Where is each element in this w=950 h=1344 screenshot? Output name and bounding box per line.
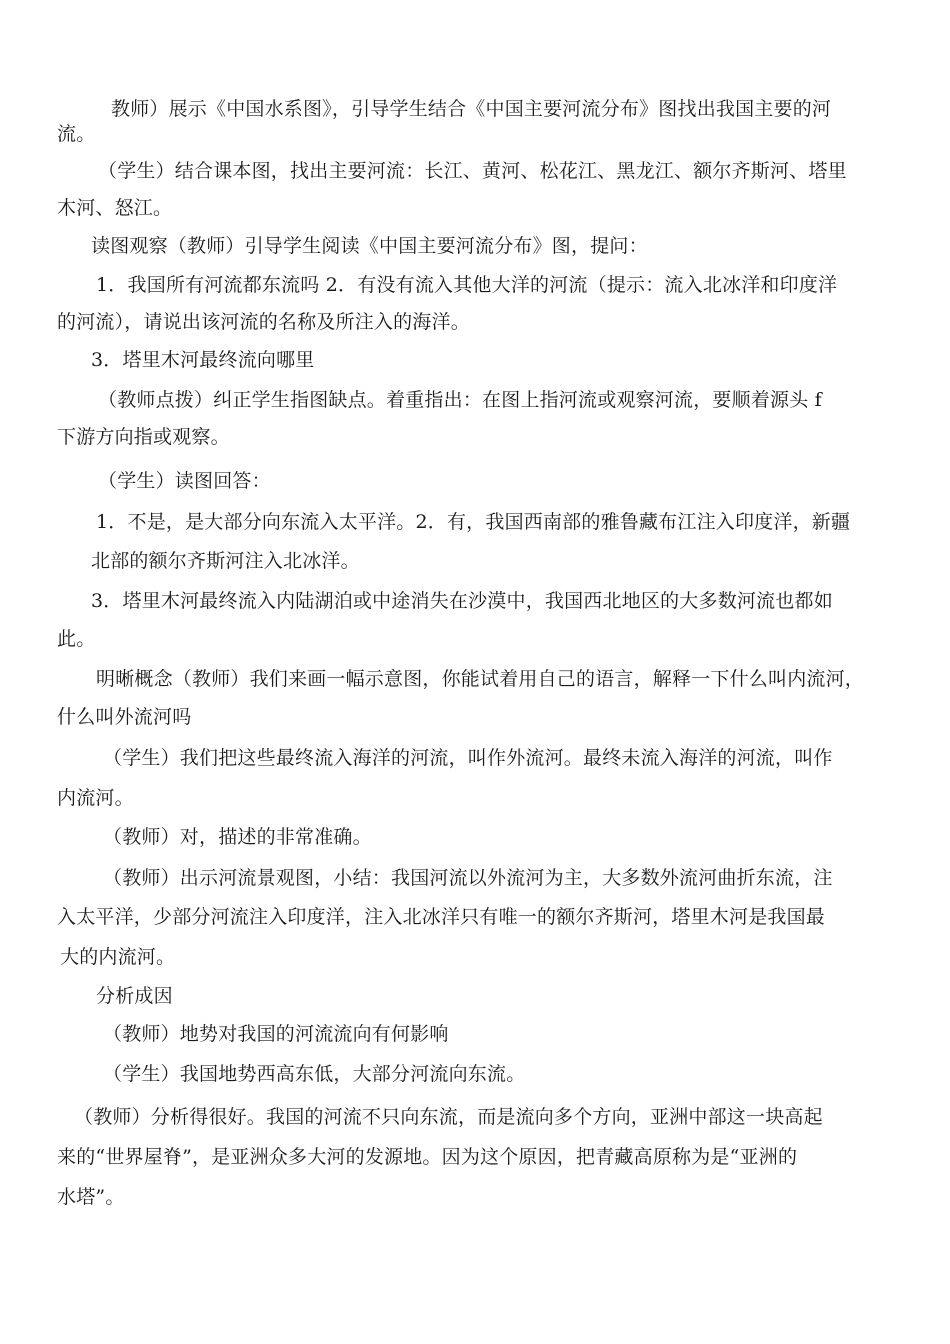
text-line: 来的“世界屋脊”，是亚洲众多大河的发源地。因为这个原因，把青藏高原称为是“亚洲的 xyxy=(57,1146,798,1168)
text-line: 读图观察（教师）引导学生阅读《中国主要河流分布》图，提问： xyxy=(91,235,648,257)
text-line: 教师）展示《中国水系图》，引导学生结合《中国主要河流分布》图找出我国主要的河 xyxy=(111,98,832,120)
text-line: （教师）对，描述的非常准确。 xyxy=(103,826,372,848)
text-line: 的河流），请说出该河流的名称及所注入的海洋。 xyxy=(57,311,470,333)
text-line: （教师）出示河流景观图，小结：我国河流以外流河为主，大多数外流河曲折东流，注 xyxy=(103,867,833,889)
text-line: （教师）地势对我国的河流流向有何影响 xyxy=(103,1023,449,1045)
text-line: 1．不是，是大部分向东流入太平洋。2．有，我国西南部的雅鲁藏布江注入印度洋，新疆 xyxy=(96,511,851,533)
text-line: 入太平洋，少部分河流注入印度洋，注入北冰洋只有唯一的额尔齐斯河，塔里木河是我国最 xyxy=(57,906,826,928)
text-line: 什么叫外流河吗 xyxy=(57,706,192,728)
text-line: 1．我国所有河流都东流吗 2．有没有流入其他大洋的河流（提示：流入北冰洋和印度洋 xyxy=(96,274,838,296)
text-line: 此。 xyxy=(57,628,96,650)
text-line: 3．塔里木河最终流向哪里 xyxy=(91,349,315,371)
text-line: 分析成因 xyxy=(96,985,173,1007)
text-line: （学生）结合课本图，找出主要河流：长江、黄河、松花江、黑龙江、额尔齐斯河、塔里 xyxy=(98,160,847,182)
text-line: （教师）分析得很好。我国的河流不只向东流，而是流向多个方向，亚洲中部这一块高起 xyxy=(74,1106,823,1128)
text-line: （学生）读图回答： xyxy=(98,470,271,492)
text-line: 木河、怒江。 xyxy=(57,197,173,219)
text-line: 大的内流河。 xyxy=(60,946,176,968)
text-line: 下游方向指或观察。 xyxy=(57,426,230,448)
text-line: 水塔”。 xyxy=(57,1186,125,1208)
text-line: 北部的额尔齐斯河注入北冰洋。 xyxy=(91,550,360,572)
text-line: 内流河。 xyxy=(57,787,134,809)
text-line: 明晰概念（教师）我们来画一幅示意图，你能试着用自己的语言，解释一下什么叫内流河， xyxy=(96,668,865,690)
text-line: 流。 xyxy=(57,123,96,145)
text-line: 3．塔里木河最终流入内陆湖泊或中途消失在沙漠中，我国西北地区的大多数河流也都如 xyxy=(91,590,833,612)
text-line: （学生）我国地势西高东低，大部分河流向东流。 xyxy=(103,1063,526,1085)
text-line: （教师点拨）纠正学生指图缺点。着重指出：在图上指河流或观察河流，要顺着源头 f xyxy=(98,389,822,411)
text-line: （学生）我们把这些最终流入海洋的河流，叫作外流河。最终未流入海洋的河流，叫作 xyxy=(103,747,833,769)
